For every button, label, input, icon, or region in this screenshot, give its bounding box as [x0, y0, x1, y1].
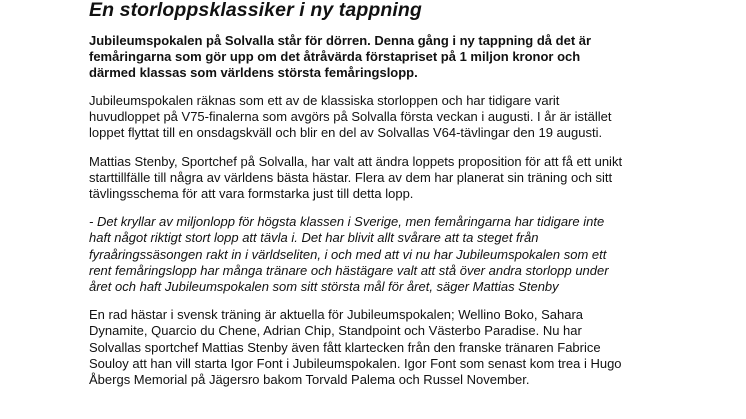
- paragraph-line: starttillfälle till några av världens bästa hästar. Flera av dem har planerat sin träning och sitt: [89, 169, 613, 185]
- paragraph-line: Mattias Stenby, Sportchef på Solvalla, har valt att ändra loppets proposition för att få ett unikt: [89, 153, 623, 169]
- paragraph-sportchef: [89, 154, 729, 203]
- paragraph-quote: [89, 214, 729, 295]
- paragraph-line: loppet flyttat till en onsdagskväll och blir en del av Solvallas V64-tävlingar den 19 augusti.: [89, 125, 603, 141]
- paragraph-line: Jubileumspokalen räknas som ett av de klassiska storloppen och har tidigare varit: [89, 93, 560, 108]
- paragraph-line: rent femåringslopp har många tränare och hästägare valt att stå över andra storlopp under: [89, 262, 609, 278]
- paragraph-line: Åbergs Memorial på Jägersro bakom Torvald Palema och Russel November.: [89, 372, 530, 388]
- lead-line: Jubileumspokalen på Solvalla står för dörren. Denna gång i ny tappning då det är: [89, 33, 592, 48]
- paragraph-line: - Det kryllar av miljonlopp för högsta klassen i Sverige, men femåringarna har tidigare inte: [89, 214, 605, 230]
- paragraph-line: huvudloppet på V75-finalerna som avgörs på Solvalla första veckan i augusti. I år är istället: [89, 109, 612, 125]
- paragraph-line: haft något riktigt stort lopp att tävla i. Det har blivit allt svårare att ta steget från: [89, 230, 539, 246]
- article-title: En storloppsklassiker i ny tappning: [89, 0, 422, 21]
- paragraph-horses: [89, 307, 729, 388]
- paragraph-intro: [89, 93, 729, 142]
- paragraph-line: tävlingsschema för att vara formstarka just till detta lopp.: [89, 186, 414, 202]
- paragraph-line: året och haft Jubileumspokalen som sitt största mål för året, säger Mattias Stenby: [89, 279, 559, 295]
- paragraph-line: Solvallas sportchef Mattias Stenby även fått klartecken från den franske tränaren Fabrice: [89, 339, 601, 355]
- paragraph-line: fyraåringssäsongen rakt in i världseliten, i och med att vi nu har Jubileumspokalen som ett: [89, 246, 607, 262]
- article: [89, 0, 729, 388]
- paragraph-line: Souloy att han vill starta Igor Font i Jubileumspokalen. Igor Font som senast kom trea i Hugo: [89, 355, 622, 371]
- paragraph-line: Dynamite, Quarcio du Chene, Adrian Chip, Standpoint och Västerbo Paradise. Nu har: [89, 323, 582, 339]
- lead-line: femåringarna som gör upp om det åtråvärda förstapriset på 1 miljon kronor och: [89, 49, 581, 64]
- lead-line: därmed klassas som världens största femåringslopp.: [89, 65, 418, 80]
- article-lead: [89, 33, 729, 81]
- paragraph-line: En rad hästar i svensk träning är aktuella för Jubileumspokalen; Wellino Boko, Sahara: [89, 307, 584, 323]
